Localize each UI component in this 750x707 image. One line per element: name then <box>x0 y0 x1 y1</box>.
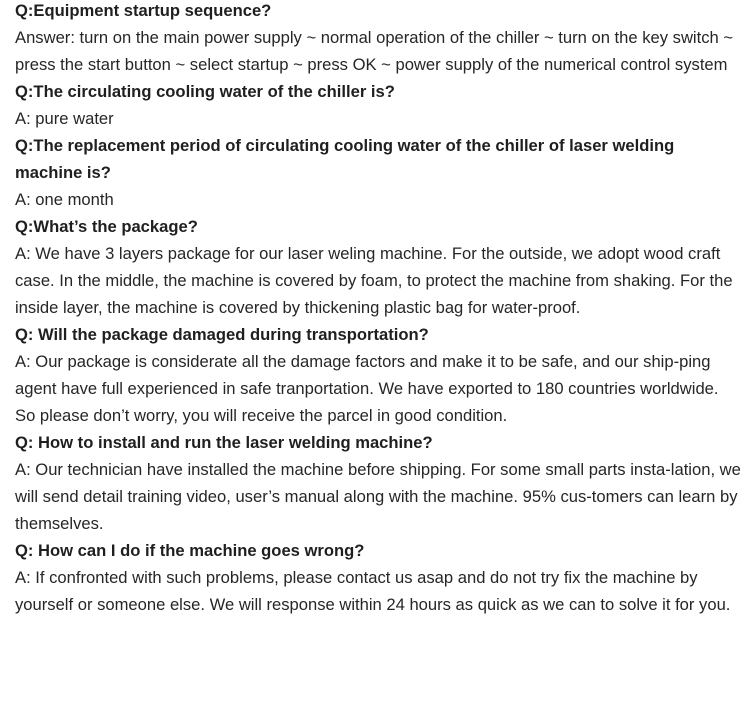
faq-answer: A: one month <box>15 190 114 209</box>
faq-answer: A: Our technician have installed the machine before shipping. For some small parts insta-lation, we will send detail training video, user’s manual along with the machine. 95% cus-tomers can learn by themselves. <box>15 460 741 533</box>
faq-answer: A: If confronted with such problems, please contact us asap and do not try fix the machine by yourself or someone else. We will response within 24 hours as quick as we can to solve it for you. <box>15 568 731 614</box>
faq-question: Q:What’s the package? <box>15 217 198 236</box>
faq-item-startup-sequence <box>15 0 743 78</box>
faq-question: Q:The circulating cooling water of the chiller is? <box>15 82 395 101</box>
faq-item-machine-wrong <box>15 537 743 618</box>
faq-question: Q: Will the package damaged during transportation? <box>15 325 429 344</box>
faq-item-package <box>15 213 743 321</box>
faq-item-install-run <box>15 429 743 537</box>
faq-question: Q: How can I do if the machine goes wrong? <box>15 541 365 560</box>
faq-question: Q:Equipment startup sequence? <box>15 1 272 20</box>
faq-answer: A: pure water <box>15 109 114 128</box>
faq-list <box>15 0 743 618</box>
faq-answer: Answer: turn on the main power supply ~ normal operation of the chiller ~ turn on the key switch ~ press the start button ~ select startup ~ press OK ~ power supply of the numerical control system <box>15 28 734 74</box>
faq-answer: A: Our package is considerate all the damage factors and make it to be safe, and our ship-ping agent have full experienced in safe tranportation. We have exported to 180 countries worldwide. So please don’t worry, you will receive the parcel in good condition. <box>15 352 719 425</box>
faq-item-replacement-period <box>15 132 743 213</box>
faq-item-transport-damage <box>15 321 743 429</box>
faq-item-cooling-water <box>15 78 743 132</box>
faq-question: Q: How to install and run the laser welding machine? <box>15 433 433 452</box>
faq-question: Q:The replacement period of circulating cooling water of the chiller of laser welding machine is? <box>15 136 675 182</box>
faq-answer: A: We have 3 layers package for our laser weling machine. For the outside, we adopt wood craft case. In the middle, the machine is covered by foam, to protect the machine from shaking. For the inside layer, the machine is covered by thickening plastic bag for water-proof. <box>15 244 733 317</box>
